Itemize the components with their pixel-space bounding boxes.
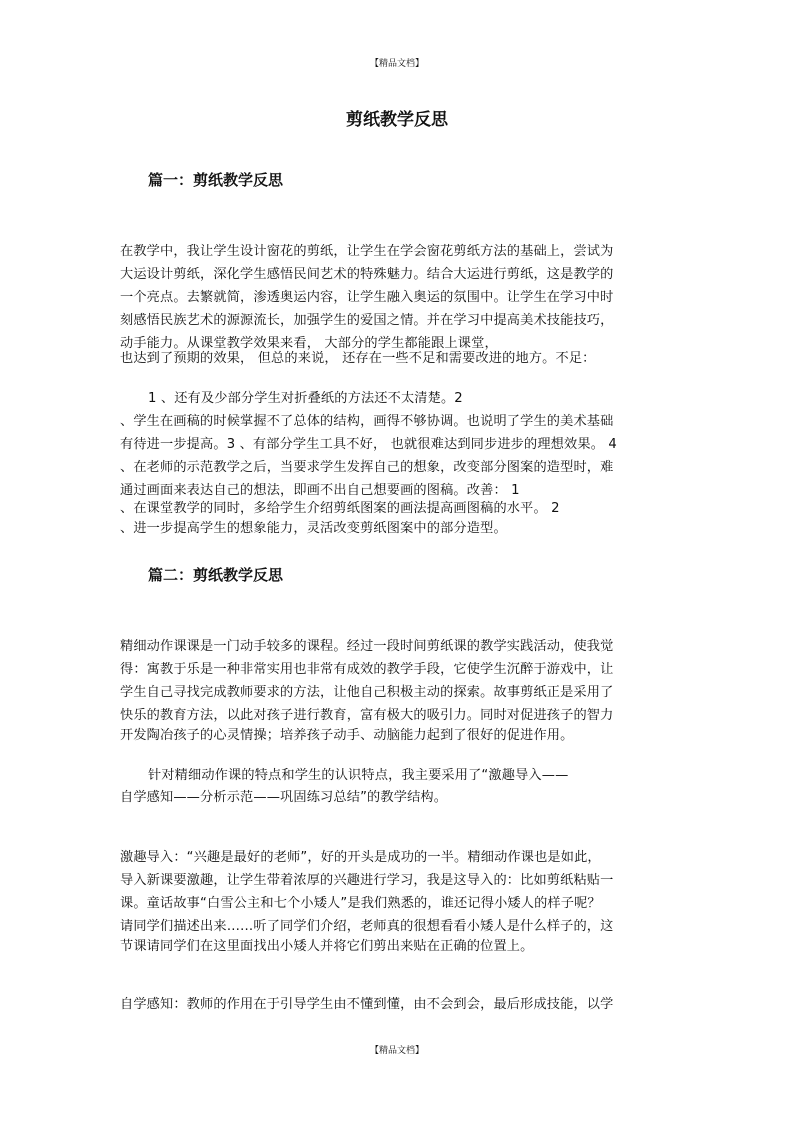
text-line: 快乐的教育方法，以此对孩子进行教育，富有极大的吸引力。同时对促进孩子的智力	[120, 708, 614, 723]
text-line: 针对精细动作课的特点和学生的认识特点，我主要采用了“激趣导入——	[148, 768, 569, 783]
text-line: 课。童话故事“白雪公主和七个小矮人”是我们熟悉的，谁还记得小矮人的样子呢？	[120, 896, 601, 911]
text-line: 、进一步提高学生的想象能力，灵活改变剪纸图案中的部分造型。	[120, 521, 507, 536]
text-line: 在教学中，我让学生设计窗花的剪纸，让学生在学会窗花剪纸方法的基础上，尝试为	[120, 244, 614, 259]
page-footer: 【精品文档】	[369, 1046, 424, 1056]
text-line: 自学感知：教师的作用在于引导学生由不懂到懂，由不会到会，最后形成技能，以学	[120, 997, 614, 1012]
text-line: 、在老师的示范教学之后，当要求学生发挥自己的想象，改变部分图案的造型时，难	[120, 460, 614, 475]
page-header: 【精品文档】	[369, 59, 424, 69]
text-line: 导入新课要激趣，让学生带着浓厚的兴趣进行学习，我是这导入的：比如剪纸粘贴一	[120, 873, 614, 888]
text-line: 开发陶冶孩子的心灵情操；培养孩子动手、动脑能力起到了很好的促进作用。	[120, 728, 574, 743]
text-line: 得：寓教于乐是一种非常实用也非常有成效的教学手段，它使学生沉醉于游戏中，让	[120, 662, 614, 677]
text-line: 动手能力。从课堂教学效果来看， 大部分的学生都能跟上课堂，	[120, 336, 498, 351]
text-line: 精细动作课课是一门动手较多的课程。经过一段时间剪纸课的教学实践活动，使我觉	[120, 639, 614, 654]
text-line: 、学生在画稿的时候掌握不了总体的结构，画得不够协调。也说明了学生的美术基础	[120, 414, 614, 429]
text-line: 学生自己寻找完成教师要求的方法，让他自己积极主动的探索。故事剪纸正是采用了	[120, 685, 614, 700]
text-line: 自学感知——分析示范——巩固练习总结”的教学结构。	[120, 790, 448, 805]
text-line: 通过画面来表达自己的想法，即画不出自己想要画的图稿。改善： 1	[120, 483, 520, 498]
section-heading-1: 篇一：剪纸教学反思	[148, 171, 284, 189]
text-line: 、在课堂教学的同时，多给学生介绍剪纸图案的画法提高画图稿的水平。 2	[120, 501, 560, 516]
text-line: 激趣导入：“兴趣是最好的老师”，好的开头是成功的一半。精细动作课也是如此，	[120, 850, 601, 865]
text-line: 1 、还有及少部分学生对折叠纸的方法还不太清楚。2	[148, 391, 463, 406]
text-line: 节课请同学们在这里面找出小矮人并将它们剪出来贴在正确的位置上。	[120, 939, 534, 954]
text-line: 请同学们描述出来……听了同学们介绍，老师真的很想看看小矮人是什么样子的，这	[120, 919, 614, 934]
section-heading-2: 篇二：剪纸教学反思	[148, 566, 284, 584]
text-line: 也达到了预期的效果， 但总的来说， 还存在一些不足和需要改进的地方。不足：	[120, 351, 596, 366]
text-line: 一个亮点。去繁就简，渗透奥运内容，让学生融入奥运的氛围中。让学生在学习中时	[120, 290, 614, 305]
document-title: 剪纸教学反思	[346, 110, 448, 130]
text-line: 有待进一步提高。3 、有部分学生工具不好， 也就很难达到同步进步的理想效果。 4	[120, 437, 617, 452]
text-line: 大运设计剪纸，深化学生感悟民间艺术的特殊魅力。结合大运进行剪纸，这是教学的	[120, 267, 614, 282]
text-line: 刻感悟民族艺术的源源流长，加强学生的爱国之情。并在学习中提高美术技能技巧，	[120, 313, 614, 328]
